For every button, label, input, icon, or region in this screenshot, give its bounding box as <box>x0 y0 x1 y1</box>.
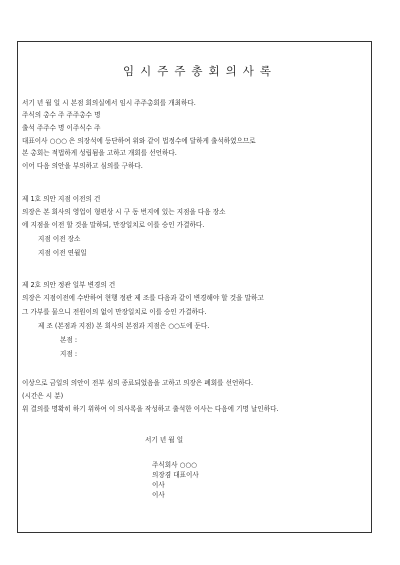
agenda2-body-2: 그 가부를 물으니 전원이의 없이 만장일치로 이를 승인 가결하다. <box>22 308 207 316</box>
signature-chairman: 의장겸 대표이사 <box>152 471 199 479</box>
agenda1-item-date: 지점 이전 연월일 <box>38 249 87 257</box>
document-title: 임시주주총회의사록 <box>123 64 277 78</box>
agenda1-body-2: 에 지점을 이전 할 것을 말하되, 만장일치로 이를 승인 가결하다. <box>22 221 205 229</box>
agenda1-item-location: 지점 이전 장소 <box>38 235 81 243</box>
signature-director-1: 이사 <box>152 481 165 489</box>
agenda2-item-branch: 지점 : <box>60 350 78 358</box>
opening-line-2: 주식의 총수 주 주주총수 명 <box>22 111 101 119</box>
agenda1-heading: 제 1호 의안 지점 이전의 건 <box>22 195 101 203</box>
opening-line-6: 이어 다음 의안을 부의하고 심의를 구하다. <box>22 162 143 170</box>
signature-date: 서기 년 월 일 <box>145 436 184 444</box>
agenda2-item-headoffice: 본점 : <box>60 336 78 344</box>
opening-line-4: 대표이사 ○○○ 은 의장석에 등단하여 위와 같이 법정수에 달하게 출석하였으므로 <box>22 137 256 145</box>
signature-company: 주식회사 ○○○ <box>152 461 197 469</box>
agenda1-body-1: 의장은 본 회사의 영업이 형편상 시 구 동 번지에 있는 지점을 다음 장소 <box>22 208 226 216</box>
agenda2-heading: 제 2호 의안 정관 일부 변경의 건 <box>22 281 116 289</box>
signature-director-2: 이사 <box>152 491 165 499</box>
opening-line-1: 서기 년 월 일 시 본점 회의실에서 임시 주주총회를 개최하다. <box>22 99 196 107</box>
opening-line-3: 출석 주주수 명 이주식수 주 <box>22 124 101 132</box>
agenda2-body-1: 의장은 지점이전에 수반하여 현행 정관 제 조를 다음과 같이 변경해야 할 것을 말하고 <box>22 294 264 302</box>
closing-line-2: (시간은 시 분) <box>22 392 64 400</box>
closing-line-1: 이상으로 금일의 의안이 전부 심의 종료되었음을 고하고 의장은 폐회를 선언하다. <box>22 379 254 387</box>
agenda2-article: 제 조 (본점과 지점) 본 회사의 본점과 지점은 ○○도에 둔다. <box>38 322 210 330</box>
closing-line-3: 위 결의를 명확히 하기 위하여 이 의사록을 작성하고 출석한 이사는 다음에 기명 날인하다. <box>22 405 279 413</box>
opening-line-5: 본 총회는 적법하게 성립됨을 고하고 개회를 선언하다. <box>22 149 177 157</box>
